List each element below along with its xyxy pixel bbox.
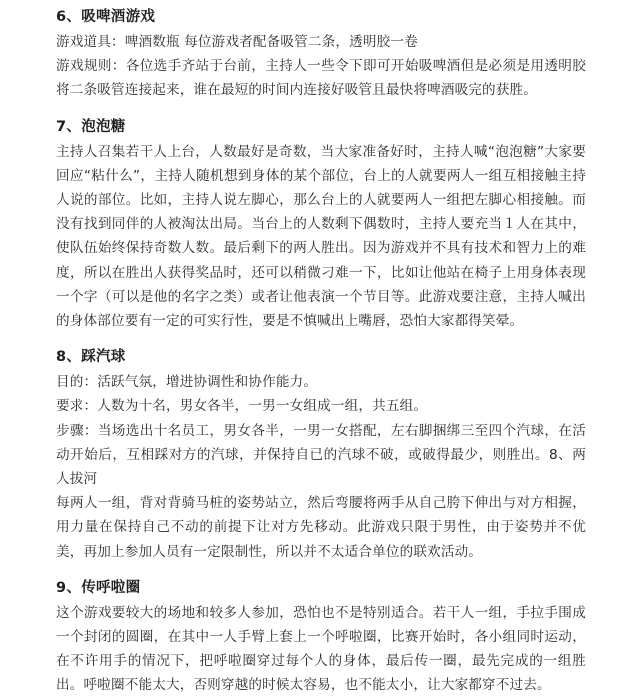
section-8-paragraph-1: 目的：活跃气氛，增进协调性和协作能力。 [56, 374, 318, 391]
section-8 [56, 346, 586, 564]
section-6-paragraph-2: 游戏规则：各位选手齐站于台前，主持人一些令下即可开始吸啤酒但是必须是用透明胶将二条吸管连接起来，谁在最短的时间内连接好吸管且最快将啤酒吸完的获胜。 [56, 58, 586, 99]
section-8-paragraph-2: 要求：人数为十名，男女各半，一男一女组成一组，共五组。 [56, 398, 428, 415]
section-7-paragraph-1: 主持人召集若干人上台，人数最好是奇数，当大家准备好时，主持人喊“泡泡糖”大家要回应“粘什么”，主持人随机想到身体的某个部位，台上的人就要两人一组互相接触主持人说的部位。比如，主持人说左脚心，那么台上的人就要两人一组把左脚心相接触。而没有找到同伴的人被淘汰出局。当台上的人数剩下偶数时，主持人要充当１人在其中，使队伍始终保持奇数人数。最后剩下的两人胜出。因为游戏并不具有技术和智力上的难度，所以在胜出人获得奖品时，还可以稍微刁难一下，比如让他站在椅子上用身体表现一个字（可以是他的名字之类）或者让他表演一个节目等。此游戏要注意，主持人喊出的身体部位要有一定的可实行性，要是不慎喊出上嘴唇，恐怕大家都得笑晕。 [56, 143, 586, 330]
section-6-heading: 6、吸啤酒游戏 [56, 9, 156, 25]
section-9-paragraph-1: 这个游戏要较大的场地和较多人参加，恐怕也不是特别适合。若干人一组，手拉手围成一个封闭的圆圈，在其中一人手臂上套上一个呼啦圈，比赛开始时，各小组同时运动，在不许用手的情况下，把呼啦圈穿过每个人的身体，最后传一圈，最先完成的一组胜出。呼啦圈不能太大，否则穿越的时候太容易，也不能太小，让大家都穿不过去。 [56, 604, 586, 694]
section-7-heading: 7、泡泡糖 [56, 118, 126, 135]
section-9 [56, 577, 586, 698]
section-8-paragraph-3: 步骤：当场选出十名员工，男女各半，一男一女搭配，左右脚捆绑三至四个汽球，在活动开始后，互相踩对方的汽球，并保持自已的汽球不破，或破得最少，则胜出。8、两人拔河 [56, 422, 586, 488]
section-6-paragraph-1: 游戏道具：啤酒数瓶 每位游戏者配备吸管二条，透明胶一卷 [56, 34, 418, 50]
section-8-heading: 8、踩汽球 [56, 349, 126, 366]
section-8-paragraph-4: 每两人一组，背对背骑马桩的姿势站立，然后弯腰将两手从自己胯下伸出与对方相握，用力量在保持自己不动的前提下让对方先移动。此游戏只限于男性，由于姿势并不优美，再加上参加人员有一定限制性，所以并不太适合单位的联欢活动。 [56, 495, 586, 560]
section-7 [56, 116, 586, 334]
section-9-heading: 9、传呼啦圈 [56, 579, 141, 596]
section-6 [56, 6, 586, 103]
